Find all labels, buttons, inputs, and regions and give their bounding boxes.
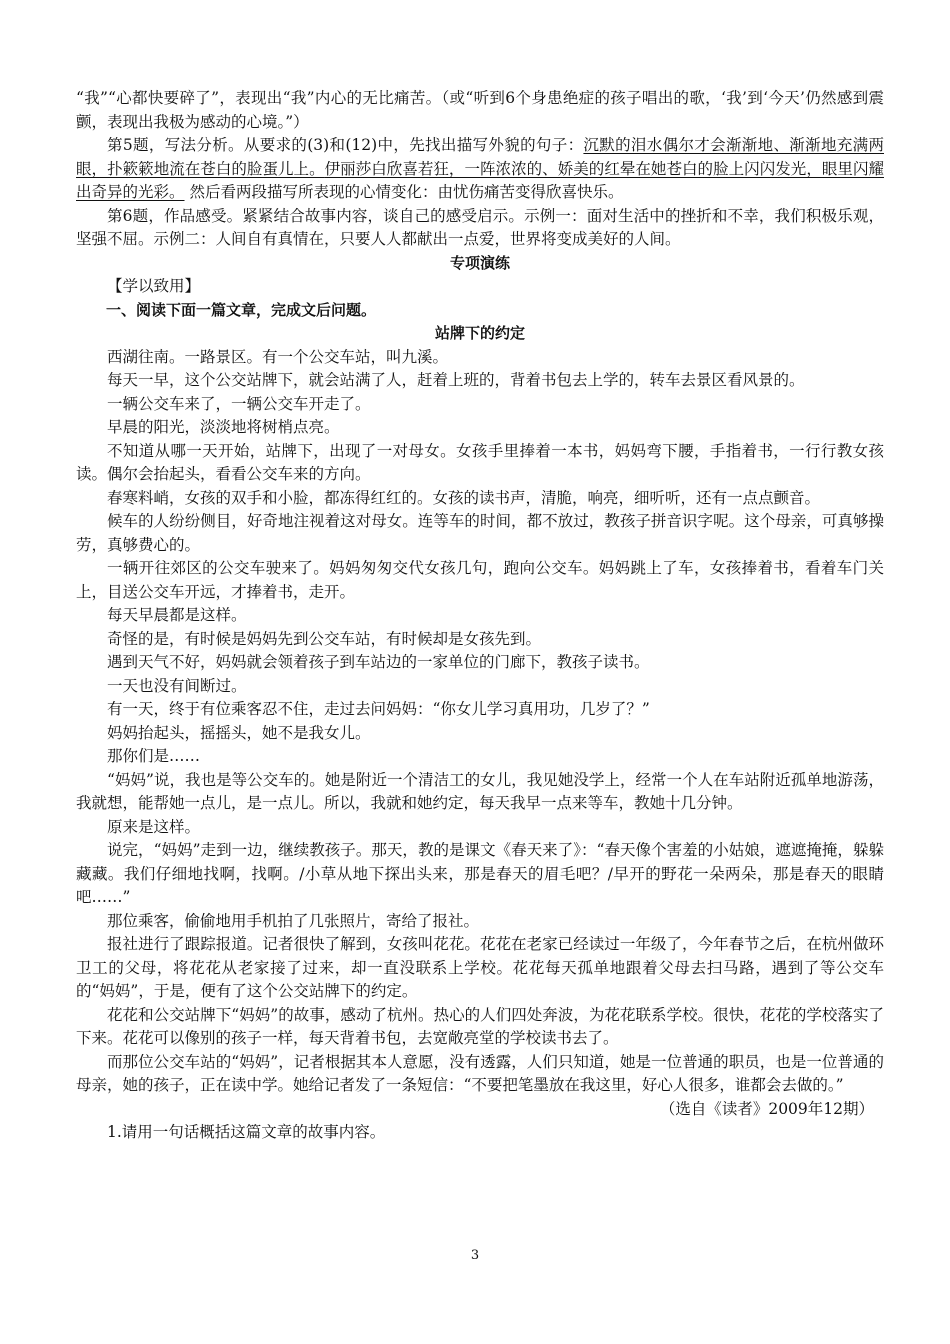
subheading: 【学以致用】	[107, 277, 201, 295]
article-body	[76, 346, 884, 1098]
underlined-quote-2: 伊丽莎白欣喜若狂，一阵浓浓的、娇美的红晕在她苍白的脸上闪闪发光，眼里闪耀出奇异的光彩。	[76, 159, 884, 201]
article-paragraph: 有一天，终于有位乘客忍不住，走过去问妈妈：“你女儿学习真用功，几岁了？”	[107, 700, 650, 718]
page-content	[76, 87, 884, 1145]
article-paragraph: 报社进行了跟踪报道。记者很快了解到，女孩叫花花。花花在老家已经读过一年级了，今年春节之后，在杭州做环卫工的父母，将花花从老家接了过来，却一直没联系上学校。花花每天孤单地跟着父母去扫马路，遇到了等公交车的“妈妈”，于是，便有了这个公交站牌下的约定。	[76, 935, 884, 1000]
underlined-quote-1: 沉默的泪水偶尔才会渐渐地、渐渐地充满两眼，扑簌簌地流在苍白的脸蛋儿上。	[76, 136, 884, 178]
article-paragraph: 遇到天气不好，妈妈就会领着孩子到车站边的一家单位的门廊下，教孩子读书。	[107, 653, 650, 671]
article-source: （选自《读者》2009年12期）	[659, 1099, 874, 1118]
article-paragraph: 每天早晨都是这样。	[107, 606, 247, 624]
answer-5-conclusion: 然后看两段描写所表现的心情变化：由忧伤痛苦变得欣喜快乐。	[184, 183, 624, 201]
answer-paragraph-5	[76, 134, 884, 205]
article-paragraph: 那位乘客，偷偷地用手机拍了几张照片，寄给了报社。	[107, 911, 480, 930]
article-paragraph: 而那位公交车站的“妈妈”，记者根据其本人意愿，没有透露，人们只知道，她是一位普通的职员，也是一位普通的母亲，她的孩子，正在读中学。她给记者发了一条短信：“不要把笔墨放在我这里，好心人很多，谁都会去做的。”	[76, 1052, 884, 1094]
page-number: 3	[470, 1248, 480, 1263]
article-paragraph: 不知道从哪一天开始，站牌下，出现了一对母女。女孩手里捧着一本书，妈妈弯下腰，手指着书，一行行教女孩读。偶尔会抬起头，看看公交车来的方向。	[76, 441, 884, 483]
article-paragraph: 花花和公交站牌下“妈妈”的故事，感动了杭州。热心的人们四处奔波，为花花联系学校。很快，花花的学校落实了下来。花花可以像别的孩子一样，每天背着书包，去宽敞亮堂的学校读书去了。	[76, 1005, 884, 1047]
article-paragraph: 妈妈抬起头，摇摇头，她不是我女儿。	[107, 723, 371, 742]
article-paragraph: 候车的人纷纷侧目，好奇地注视着这对母女。连等车的时间，都不放过，教孩子拼音识字呢。这个母亲，可真够操劳，真够费心的。	[76, 512, 884, 554]
article-paragraph: 那你们是……	[107, 747, 201, 765]
article-paragraph: 一辆开往郊区的公交车驶来了。妈妈匆匆交代女孩几句，跑向公交车。妈妈跳上了车，女孩捧着书，看着车门关上，目送公交车开远，才捧着书，走开。	[76, 559, 884, 601]
section-heading: 专项演练	[449, 253, 510, 272]
answer-paragraph-4: “我”“心都快要碎了”，表现出“我”内心的无比痛苦。（或“听到6个身患绝症的孩子唱出的歌，‘我’到‘今天’仍然感到震颤，表现出我极为感动的心境。”）	[76, 89, 884, 131]
answer-5-intro: 第5题，写法分析。从要求的(3)和(12)中，先找出描写外貌的句子：	[107, 136, 584, 154]
article-paragraph: 早晨的阳光，淡淡地将树梢点亮。	[107, 418, 340, 436]
article-paragraph: 西湖往南。一路景区。有一个公交车站，叫九溪。	[107, 347, 449, 366]
article-paragraph: 一辆公交车来了，一辆公交车开走了。	[107, 394, 371, 413]
article-paragraph: 原来是这样。	[107, 817, 201, 836]
task-instruction: 一、阅读下面一篇文章，完成文后问题。	[106, 300, 377, 319]
article-paragraph: 每天一早，这个公交站牌下，就会站满了人，赶着上班的，背着书包去上学的，转车去景区看风景的。	[107, 371, 805, 389]
article-title: 站牌下的约定	[434, 324, 525, 342]
article-paragraph: 春寒料峭，女孩的双手和小脸，都冻得红红的。女孩的读书声，清脆，响亮，细听听，还有一点点颤音。	[107, 488, 821, 507]
article-paragraph: 说完，“妈妈”走到一边，继续教孩子。那天，教的是课文《春天来了》：“春天像个害羞的小姑娘，遮遮掩掩，躲躲藏藏。我们仔细地找啊，找啊。/小草从地下探出头来，那是春天的眉毛吧？/早开的野花一朵两朵，那是春天的眼睛吧……”	[76, 841, 884, 906]
article-paragraph: 奇怪的是，有时候是妈妈先到公交车站，有时候却是女孩先到。	[107, 629, 542, 648]
question-1: 1.请用一句话概括这篇文章的故事内容。	[107, 1123, 386, 1141]
answer-paragraph-6: 第6题，作品感受。紧紧结合故事内容，谈自己的感受启示。示例一：面对生活中的挫折和不幸，我们积极乐观，坚强不屈。示例二：人间自有真情在，只要人人都献出一点爱，世界将变成美好的人间。	[76, 206, 884, 248]
article-paragraph: “妈妈”说，我也是等公交车的。她是附近一个清洁工的女儿，我见她没学上，经常一个人在车站附近孤单地游荡，我就想，能帮她一点儿，是一点儿。所以，我就和她约定，每天我早一点来等车，教她十几分钟。	[76, 770, 884, 812]
article-paragraph: 一天也没有间断过。	[107, 676, 247, 695]
